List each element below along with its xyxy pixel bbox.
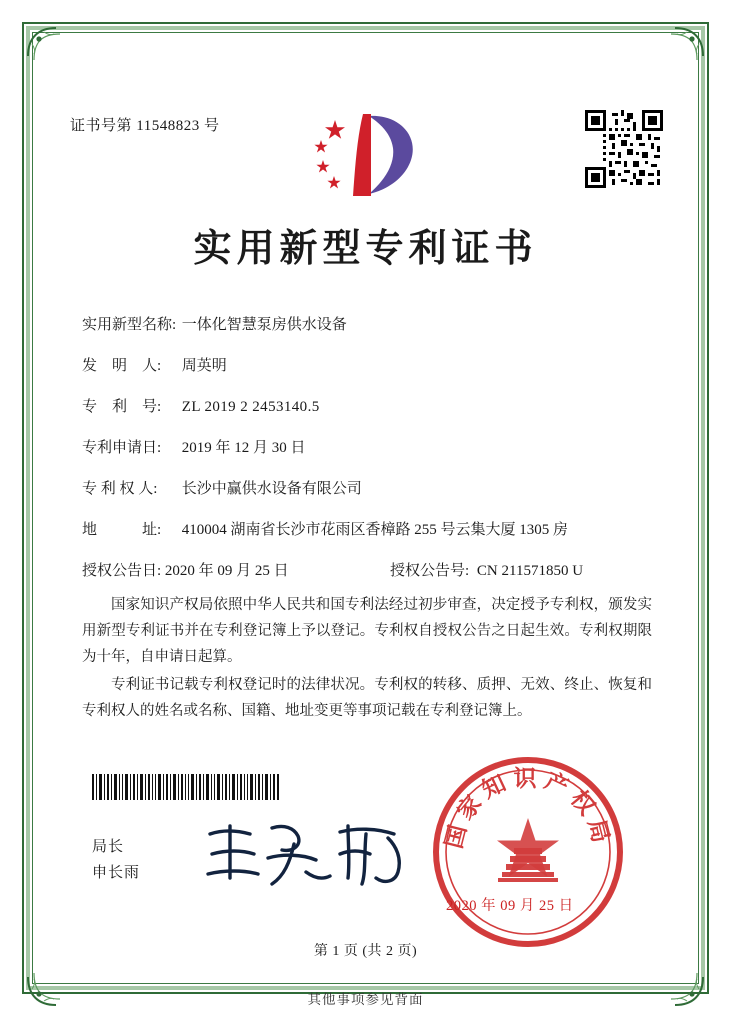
legal-text [82,592,652,726]
field-row-patentee [82,469,662,510]
footnote: 其他事项参见背面 [307,992,424,1007]
field-row-grant [82,551,662,592]
field-row-address [82,510,662,551]
signature-labels [92,834,140,886]
svg-text:国家知识产权局: 国家知识产权局 [440,765,616,852]
legal-paragraph: 专利证书记载专利权登记时的法律状况。专利权的转移、质押、无效、终止、恢复和专利权人的姓名或名称、国籍、地址变更等事项记载在专利登记簿上。 [82,677,652,719]
grant-number-value: CN 211571850 U [476,563,584,579]
field-label: 地 址: [82,522,162,538]
field-value: 410004 湖南省长沙市花雨区香樟路 255 号云集大厦 1305 房 [181,522,569,538]
director-role-label: 局长 [92,839,125,855]
grant-number-label: 授权公告号: [390,563,470,579]
grant-date-value: 2020 年 09 月 25 日 [164,563,289,579]
field-value: 2019 年 12 月 30 日 [181,440,306,456]
field-row-name [82,305,662,346]
field-label: 专 利 号: [82,399,162,415]
cnipa-logo-icon [307,110,425,200]
page-title: 实用新型专利证书 [193,225,538,270]
field-row-application-date [82,428,662,469]
field-value: 长沙中赢供水设备有限公司 [181,481,362,497]
field-label: 发 明 人: [82,358,162,374]
field-row-inventor [82,346,662,387]
field-value: 周英明 [181,358,227,374]
field-value: ZL 2019 2 2453140.5 [181,399,320,415]
barcode [92,774,280,800]
field-label: 实用新型名称: [82,317,177,333]
seal-date: 2020 年 09 月 25 日 [446,898,574,914]
field-list [82,305,662,592]
handwritten-signature [198,814,428,894]
grant-date-label: 授权公告日: [82,563,162,579]
official-red-seal [428,752,628,952]
certificate-number: 证书号第 11548823 号 [70,118,220,134]
field-row-patent-no [82,387,662,428]
grant-number-group [390,551,583,592]
qr-code [585,110,663,188]
legal-paragraph: 国家知识产权局依照中华人民共和国专利法经过初步审查，决定授予专利权，颁发实用新型专利证书并在专利登记簿上予以登记。专利权自授权公告之日起生效。专利权期限为十年，自申请日起算。 [82,597,652,665]
director-name-label: 申长雨 [92,865,141,881]
field-label: 专 利 权 人: [82,481,158,497]
field-value: 一体化智慧泵房供水设备 [181,317,347,333]
field-label: 专利申请日: [82,440,162,456]
certificate-content [58,52,673,964]
page-number: 第 1 页 (共 2 页) [313,944,418,959]
